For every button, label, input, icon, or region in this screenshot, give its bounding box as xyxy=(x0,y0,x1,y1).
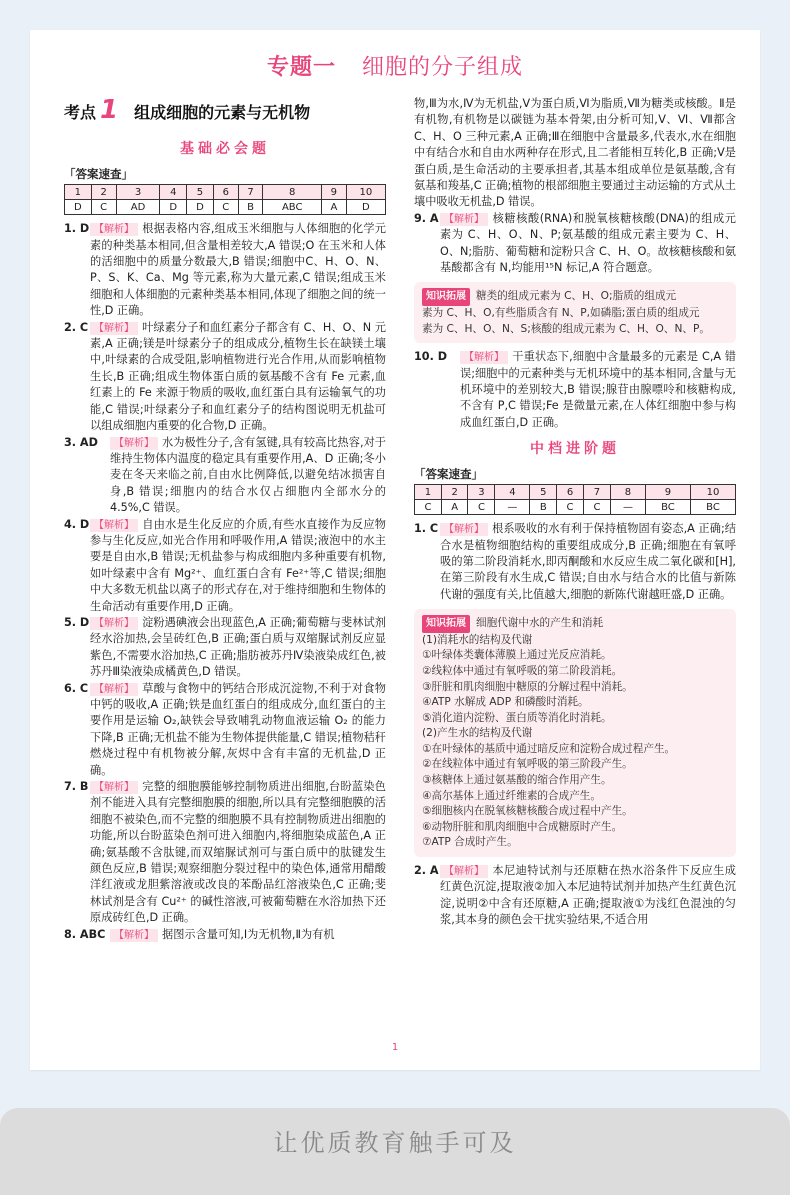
answer-number-cell: 9 xyxy=(645,485,690,500)
knowledge-line: 素为 C、H、O,有些脂质含有 N、P,如磷脂;蛋白质的组成元 xyxy=(422,307,700,320)
question-number: 2. C xyxy=(64,320,89,334)
question-number: 7. B xyxy=(64,780,89,794)
knowledge-box-2 xyxy=(414,609,736,857)
knowledge-line: ⑦ATP 合成时产生。 xyxy=(422,836,518,849)
answer-cell: ABC xyxy=(263,200,322,215)
knowledge-line: ②线粒体中通过有氧呼吸的第二阶段消耗。 xyxy=(422,664,623,677)
analysis-tag: 【解析】 xyxy=(440,213,488,226)
list-item xyxy=(64,320,386,435)
analysis-tag: 【解析】 xyxy=(90,322,138,335)
answer-number-cell: 4 xyxy=(160,185,187,200)
answer-cell: D xyxy=(65,200,92,215)
answer-cell: B xyxy=(530,500,557,515)
analysis-text: 完整的细胞膜能够控制物质进出细胞,台盼蓝染色剂不能进入具有完整细胞膜的细胞,所以具有完整细胞膜的活细胞不被染色,而不完整的细胞膜不具有控制物质进出细胞的功能,所以台盼蓝染色剂可进入细胞内,将细胞染成蓝色,A 正确;氨基酸不含肽键,而双缩脲试剂可与蛋白质中的肽键发生颜色反应,B 错误;观察细胞分裂过程中的染色体,通常用醋酸洋红液或龙胆紫溶液或改良的苯酚品红溶液染色,C 正确;斐林试剂是含有 Cu²⁺ 的碱性溶液,可被葡萄糖在水浴加热下还原成砖红色,D 正确。 xyxy=(90,780,386,925)
analysis-tag: 【解析】 xyxy=(90,683,138,696)
answer-cell: C xyxy=(415,500,442,515)
answer-number-cell: 7 xyxy=(238,185,263,200)
title-topic: 专题一 xyxy=(266,55,336,80)
answer-number-cell: 7 xyxy=(584,485,611,500)
list-item xyxy=(414,521,736,603)
answer-cell: C xyxy=(557,500,584,515)
question-number: 6. C xyxy=(64,681,89,695)
list-item xyxy=(414,211,736,277)
analysis-text: 淀粉遇碘液会出现蓝色,A 正确;葡萄糖与斐林试剂经水浴加热,会呈砖红色,B 正确;蛋白质与双缩脲试剂反应显紫色,不需要水浴加热,C 正确;脂肪被苏丹Ⅳ染液染成红色,被苏丹Ⅲ染液染成橘黄色,D 错误。 xyxy=(90,615,386,679)
answer-number-cell: 10 xyxy=(690,485,735,500)
knowledge-line: ④高尔基体上通过纤维素的合成产生。 xyxy=(422,789,601,802)
page-number: 1 xyxy=(391,1042,399,1053)
answer-cell: B xyxy=(238,200,263,215)
answer-number-cell: 6 xyxy=(213,185,238,200)
analysis-text: 草酸与食物中的钙结合形成沉淀物,不利于对食物中钙的吸收,A 正确;铁是血红蛋白的组成成分,血红蛋白的主要作用是运输 O₂,缺铁会导致哺乳动物血液运输 O₂ 的能力下降,B 正确;无机盐不能为生物体提供能量,C 错误;植物秸秆燃烧过程中有机物被分解,灰烬中含有丰富的无机盐,D 正确。 xyxy=(90,681,386,777)
knowledge-line: ③肝脏和肌肉细胞中糖原的分解过程中消耗。 xyxy=(422,680,633,693)
footer-banner: 让优质教育触手可及 xyxy=(0,1108,790,1195)
analysis-tag: 【解析】 xyxy=(110,437,158,450)
analysis-text: 水为极性分子,含有氢键,具有较高比热容,对于维持生物体内温度的稳定具有重要作用,A、D 正确;冬小麦在冬天来临之前,自由水比例降低,以避免结冰损害自身,B 错误;细胞内的结合水仅占细胞内全部水分的 4.5%,C 错误。 xyxy=(110,435,386,515)
question-number: 9. A xyxy=(414,211,439,225)
section-basic-title: 基础必会题 xyxy=(180,141,270,158)
answer-number-cell: 1 xyxy=(415,485,442,500)
answer-number-cell: 5 xyxy=(530,485,557,500)
question-number: 3. AD xyxy=(64,435,98,449)
list-item xyxy=(64,615,386,681)
list-item xyxy=(64,681,386,779)
analysis-tag: 【解析】 xyxy=(90,223,138,236)
answer-cell: C xyxy=(91,200,116,215)
analysis-tag: 【解析】 xyxy=(440,523,488,536)
knowledge-line: ⑤细胞核内在脱氧核糖核酸合成过程中产生。 xyxy=(422,805,633,818)
answer-number-cell: 8 xyxy=(610,485,645,500)
analysis-text: 根据表格内容,组成玉米细胞与人体细胞的化学元素的种类基本相同,但含量相差较大,A 错误;O 在玉米和人体的活细胞中的质量分数最大,B 错误;细胞中C、H、O、N、P、S、K、Ca、Mg 等元素,称为大量元素,C 错误;组成玉米细胞和人体细胞的元素种类基本相同,体现了细胞之间的统一性,D 正确。 xyxy=(90,222,386,318)
list-item xyxy=(64,927,386,943)
list-item xyxy=(64,221,386,319)
document-page xyxy=(30,30,760,1070)
left-column xyxy=(64,95,386,943)
left-items-list xyxy=(64,221,386,943)
answer-label: 「答案速查」 xyxy=(64,166,133,181)
list-item xyxy=(64,779,386,927)
analysis-text: 本尼迪特试剂与还原糖在热水浴条件下反应生成红黄色沉淀,提取液②加入本尼迪特试剂并加热产生红黄色沉淀,说明②中含有还原糖,A 正确;提取液①为浅红色混浊的匀浆,其本身的颜色会干扰实验结果,不适合用 xyxy=(440,864,736,927)
item8-continued: 物,Ⅲ为水,Ⅳ为无机盐,Ⅴ为蛋白质,Ⅵ为脂质,Ⅶ为糖类或核酸。Ⅱ是有机物,有机物是以碳链为基本骨架,由分析可知,Ⅴ、Ⅵ、Ⅶ都含 C、H、O 三种元素,A 正确;Ⅲ在细胞中含量最多,代表水,水在细胞中有结合水和自由水两种存在形式,且二者能相互转化,B 正确;Ⅴ是蛋白质,是生命活动的主要承担者,其基本组成单位是氨基酸,含有氨基和羧基,C 正确;植物的根部细胞主要通过主动运输的方式从土壤中吸收无机盐,D 错误。 xyxy=(414,97,736,209)
title-subject: 细胞的分子组成 xyxy=(362,55,524,80)
answer-cell: — xyxy=(495,500,530,515)
analysis-tag: 【解析】 xyxy=(90,519,138,532)
answer-cell: AD xyxy=(116,200,160,215)
answer-number-cell: 6 xyxy=(557,485,584,500)
knowledge-line: ③核糖体上通过氨基酸的缩合作用产生。 xyxy=(422,774,612,787)
knowledge-title: 细胞代谢中水的产生和消耗 xyxy=(476,617,604,630)
knowledge-line: ②在线粒体中通过有氧呼吸的第三阶段产生。 xyxy=(422,758,633,771)
answer-number-cell: 1 xyxy=(65,185,92,200)
knowledge-label: 知识拓展 xyxy=(422,615,470,633)
kaodian-label: 考点 xyxy=(64,103,97,122)
page-title xyxy=(30,50,760,81)
answer-cell: C xyxy=(468,500,495,515)
answer-label: 「答案速查」 xyxy=(414,466,483,481)
analysis-tag: 【解析】 xyxy=(90,617,138,630)
list-item xyxy=(64,517,386,615)
analysis-text: 干重状态下,细胞中含量最多的元素是 C,A 错误;细胞中的元素种类与无机环境中的基本相同,含量与无机环境中的差别较大,B 错误;腺苷由腺嘌呤和核糖构成,不含有 P,C 错误;Fe 是微量元素,在人体红细胞中参与构成血红蛋白,D 正确。 xyxy=(460,350,736,429)
answer-number-cell: 3 xyxy=(468,485,495,500)
list-item xyxy=(414,863,736,929)
knowledge-line: 糖类的组成元素为 C、H、O;脂质的组成元 xyxy=(476,290,677,303)
analysis-text: 叶绿素分子和血红素分子都含有 C、H、O、N 元素,A 正确;镁是叶绿素分子的组成成分,植物生长在缺镁土壤中,叶绿素的合成受阻,影响植物进行光合作用,从而影响植物生长,B 正确;组成生物体蛋白质的氨基酸不含有 Fe 元素,血红素上的 Fe 来源于物质的吸收,血红蛋白具有运输氧气的功能,C 错误;叶绿素分子和血红素分子的结构图说明无机盐可以组成细胞内重要的化合物,D 正确。 xyxy=(90,320,386,433)
list-item xyxy=(64,435,386,517)
answer-number-cell: 4 xyxy=(495,485,530,500)
answer-number-cell: 2 xyxy=(441,485,468,500)
answer-number-cell: 8 xyxy=(263,185,322,200)
analysis-text: 自由水是生化反应的介质,有些水直接作为反应物参与生化反应,如光合作用和呼吸作用,A 错误;液泡中的水主要是自由水,B 错误;无机盐参与构成细胞内多种重要有机物,如叶绿素中含有 Mg²⁺、血红蛋白含有 Fe²⁺等,C 错误;细胞中大多数无机盐以离子的形式存在,对于维持细胞和生物体的生命活动有重要作用,D 正确。 xyxy=(90,517,386,613)
answer-cell: A xyxy=(322,200,347,215)
answer-cell: D xyxy=(187,200,214,215)
question-number: 1. C xyxy=(414,522,439,536)
knowledge-line: ①在叶绿体的基质中通过暗反应和淀粉合成过程产生。 xyxy=(422,742,676,755)
knowledge-line: 素为 C、H、O、N、S;核酸的组成元素为 C、H、O、N、P。 xyxy=(422,322,710,335)
analysis-tag: 【解析】 xyxy=(460,351,508,364)
answer-cell: BC xyxy=(690,500,735,515)
answer-cell: C xyxy=(213,200,238,215)
question-number: 4. D xyxy=(64,517,90,531)
answer-table-basic xyxy=(64,184,386,215)
answer-number-cell: 9 xyxy=(322,185,347,200)
knowledge-line: (2)产生水的结构及代谢 xyxy=(422,727,533,740)
analysis-tag: 【解析】 xyxy=(110,929,158,942)
analysis-tag: 【解析】 xyxy=(90,781,138,794)
knowledge-line: (1)消耗水的结构及代谢 xyxy=(422,633,533,646)
analysis-text: 根系吸收的水有利于保持植物固有姿态,A 正确;结合水是植物细胞结构的重要组成成分,B 正确;细胞在有氧呼吸的第二阶段消耗水,即丙酮酸和水反应生成二氧化碳和[H],在第三阶段有水生成,C 错误;自由水与结合水的比值与新陈代谢的强度有关,比值越大,细胞的新陈代谢越旺盛,D 正确。 xyxy=(440,522,736,601)
question-number: 5. D xyxy=(64,615,90,629)
answer-cell: D xyxy=(346,200,385,215)
answer-number-cell: 5 xyxy=(187,185,214,200)
answer-cell: C xyxy=(584,500,611,515)
knowledge-line: ⑥动物肝脏和肌肉细胞中合成糖原时产生。 xyxy=(422,820,623,833)
analysis-text: 据图示含量可知,Ⅰ为无机物,Ⅱ为有机 xyxy=(162,927,335,941)
right-column xyxy=(414,96,736,929)
knowledge-label: 知识拓展 xyxy=(422,288,470,306)
knowledge-line: ①叶绿体类囊体薄膜上通过光反应消耗。 xyxy=(422,649,612,662)
knowledge-box-1 xyxy=(414,282,736,343)
answer-table-mid xyxy=(414,484,736,515)
analysis-tag: 【解析】 xyxy=(440,865,488,878)
analysis-text: 核糖核酸(RNA)和脱氧核糖核酸(DNA)的组成元素为 C、H、O、N、P;氨基酸的组成元素主要为 C、H、O、N;脂肪、葡萄糖和淀粉只含 C、H、O。故核糖核酸和氨基酸都含有 N,均能用¹⁵N 标记,A 符合题意。 xyxy=(440,211,736,275)
kaodian-number: 1 xyxy=(100,95,119,125)
list-item xyxy=(414,349,736,431)
kaodian-title: 组成细胞的元素与无机物 xyxy=(134,103,311,122)
answer-cell: BC xyxy=(645,500,690,515)
question-number: 2. A xyxy=(414,864,439,878)
answer-number-cell: 3 xyxy=(116,185,160,200)
answer-cell: — xyxy=(610,500,645,515)
knowledge-line: ④ATP 水解成 ADP 和磷酸时消耗。 xyxy=(422,696,589,709)
question-number: 10. D xyxy=(414,350,447,364)
knowledge-line: ⑤消化道内淀粉、蛋白质等消化时消耗。 xyxy=(422,711,612,724)
kaodian-heading xyxy=(64,95,386,125)
question-number: 1. D xyxy=(64,222,90,236)
section-mid-title: 中档进阶题 xyxy=(530,441,620,458)
question-number: 8. ABC xyxy=(64,927,106,941)
answer-number-cell: 2 xyxy=(91,185,116,200)
answer-cell: D xyxy=(160,200,187,215)
answer-cell: A xyxy=(441,500,468,515)
answer-number-cell: 10 xyxy=(346,185,385,200)
